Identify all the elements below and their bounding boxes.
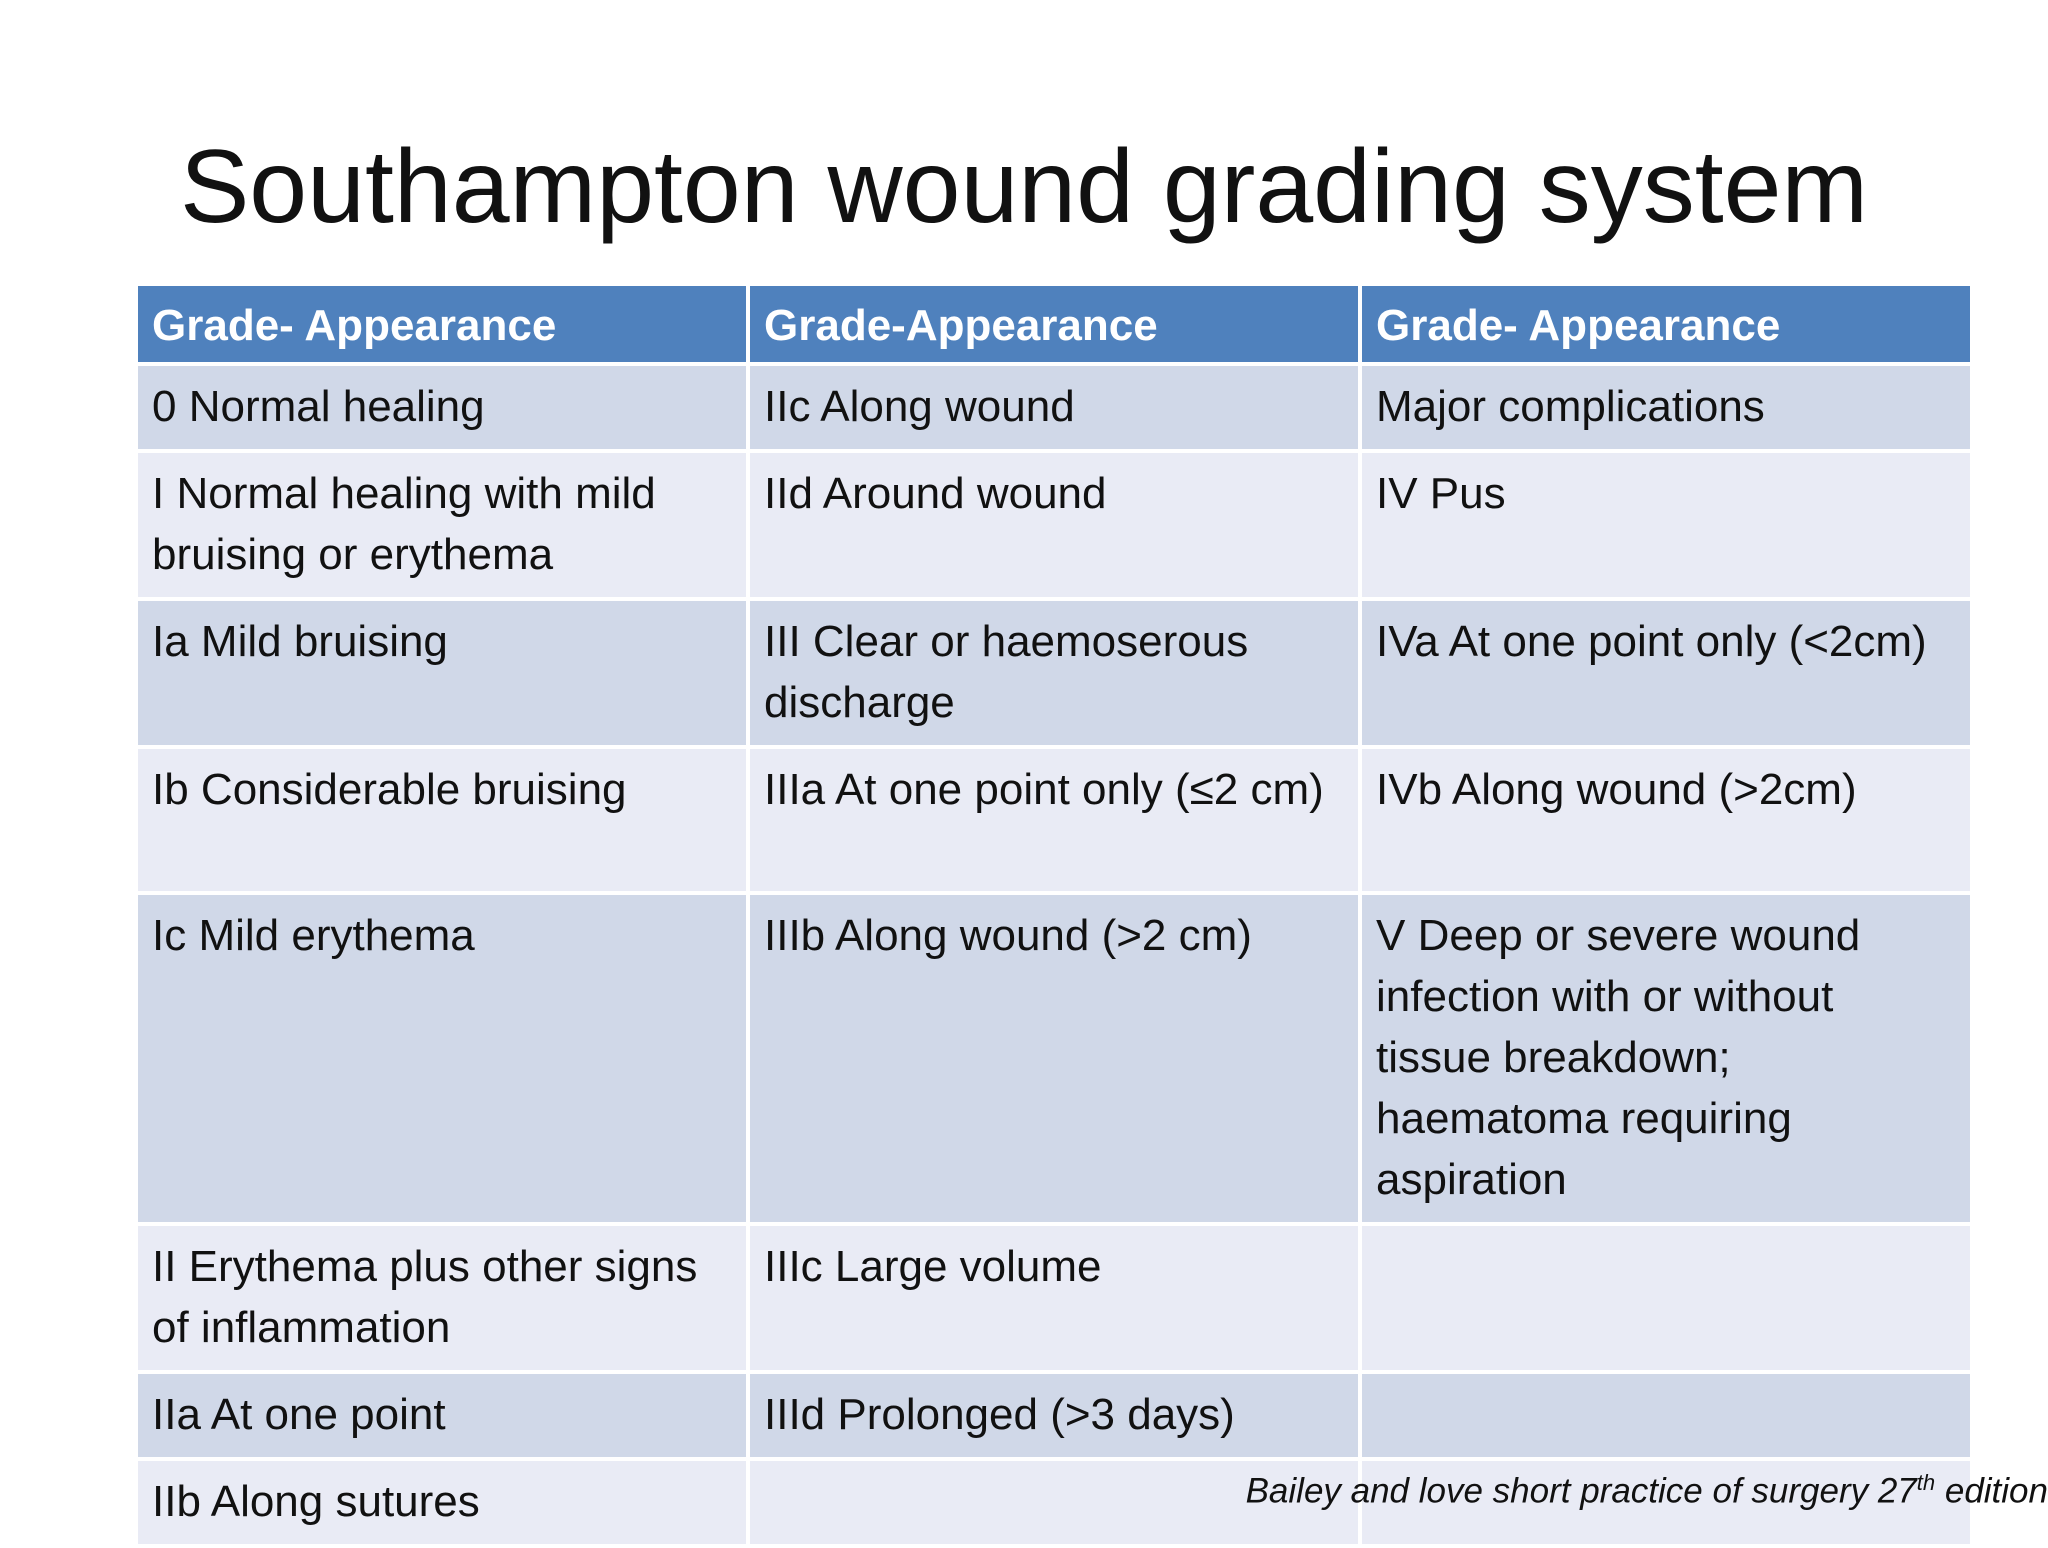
table-header-row	[138, 286, 1970, 362]
table-cell: IIb Along sutures	[138, 1461, 746, 1544]
table-cell: IIIa At one point only (≤2 cm)	[750, 749, 1358, 891]
citation-superscript: th	[1916, 1470, 1936, 1495]
table-cell: IIId Prolonged (>3 days)	[750, 1374, 1358, 1457]
table-cell: IV Pus	[1362, 453, 1970, 597]
table-cell	[1362, 1226, 1970, 1370]
table-cell: IIa At one point	[138, 1374, 746, 1457]
table-cell: Ia Mild bruising	[138, 601, 746, 745]
table-cell: Ic Mild erythema	[138, 895, 746, 1222]
column-header: Grade- Appearance	[138, 286, 746, 362]
column-header: Grade- Appearance	[1362, 286, 1970, 362]
citation	[1246, 1470, 2048, 1512]
table-cell: 0 Normal healing	[138, 366, 746, 449]
table-cell: Ib Considerable bruising	[138, 749, 746, 891]
table-cell: IIc Along wound	[750, 366, 1358, 449]
table-cell: III Clear or haemoserous discharge	[750, 601, 1358, 745]
grading-table	[134, 282, 1974, 1548]
column-header: Grade-Appearance	[750, 286, 1358, 362]
table-row	[138, 1374, 1970, 1457]
table-row	[138, 749, 1970, 891]
table-row	[138, 1226, 1970, 1370]
table-cell: Major complications	[1362, 366, 1970, 449]
table-cell: IIIb Along wound (>2 cm)	[750, 895, 1358, 1222]
table-row	[138, 366, 1970, 449]
table-row	[138, 601, 1970, 745]
table-cell: IVb Along wound (>2cm)	[1362, 749, 1970, 891]
table-row	[138, 453, 1970, 597]
table-cell: II Erythema plus other signs of inflammation	[138, 1226, 746, 1370]
table-cell: IId Around wound	[750, 453, 1358, 597]
table-cell: IVa At one point only (<2cm)	[1362, 601, 1970, 745]
citation-text: Bailey and love short practice of surgery 27	[1245, 1471, 1917, 1511]
table-cell: IIIc Large volume	[750, 1226, 1358, 1370]
citation-suffix: edition	[1935, 1471, 2048, 1511]
table-cell: I Normal healing with mild bruising or erythema	[138, 453, 746, 597]
table-row	[138, 895, 1970, 1222]
table-cell: V Deep or severe wound infection with or without tissue breakdown; haematoma requiring aspiration	[1362, 895, 1970, 1222]
slide-title: Southampton wound grading system	[179, 129, 1869, 245]
table-cell	[1362, 1374, 1970, 1457]
